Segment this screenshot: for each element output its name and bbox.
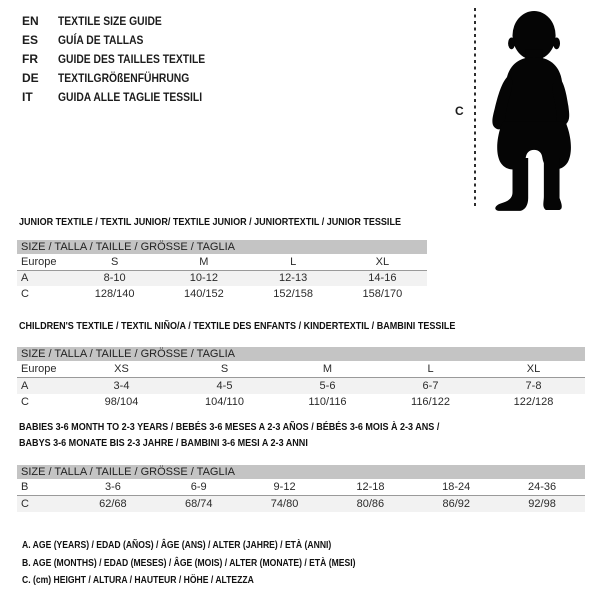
months-cell: 24-36 [527, 481, 557, 493]
lang-title: TEXTILGRÖßENFÜHRUNG [58, 71, 190, 85]
table-row-months [17, 479, 585, 496]
lang-row-fr [22, 50, 229, 69]
junior-table-title [19, 216, 463, 228]
junior-size-table [17, 240, 427, 303]
babies-table-title-line1 [19, 421, 508, 433]
size-cell: M [322, 363, 333, 375]
footnote-age-years [22, 537, 410, 555]
age-cell: 10-12 [189, 272, 218, 284]
row-label: Europe [21, 363, 57, 375]
footnote-text: C. (cm) HEIGHT / ALTURA / HAUTEUR / HÖHE / ALTEZZA [22, 575, 254, 586]
row-label: Europe [21, 256, 57, 268]
lang-row-en [22, 12, 229, 31]
size-header-bar: SIZE / TALLA / TAILLE / GRÖSSE / TAGLIA [17, 240, 427, 254]
size-cell: XL [375, 256, 390, 268]
lang-code: FR [22, 52, 38, 66]
children-size-table [17, 347, 585, 411]
lang-code: IT [22, 90, 33, 104]
babies-table-title-text2: BABYS 3-6 MONATE BIS 2-3 JAHRE / BAMBINI 3-6 MESI A 2-3 ANNI [19, 437, 308, 449]
height-cell: 68/74 [184, 498, 213, 510]
size-cell: S [110, 256, 119, 268]
height-cell: 140/152 [183, 288, 224, 300]
row-label: C [21, 396, 29, 408]
babies-table-title-text1: BABIES 3-6 MONTH TO 2-3 YEARS / BEBÉS 3-6 MESES A 2-3 AÑOS / BÉBÉS 3-6 MOIS À 2-3 ANS / [19, 421, 440, 433]
months-cell: 3-6 [104, 481, 121, 493]
footnote-height-cm [22, 572, 410, 590]
footnote-text: B. AGE (MONTHS) / EDAD (MESES) / ÂGE (MOIS) / ALTER (MONATE) / ETÀ (MESI) [22, 557, 356, 569]
height-cell: 152/158 [273, 288, 313, 300]
row-label: B [21, 481, 29, 493]
lang-title: GUÍA DE TALLAS [58, 33, 144, 47]
footnote-age-months [22, 555, 410, 573]
lang-title: GUIDE DES TAILLES TEXTILE [58, 52, 206, 66]
children-table-title [19, 320, 527, 332]
months-cell: 6-9 [190, 481, 207, 493]
age-cell: 8-10 [103, 272, 126, 284]
height-cell: 158/170 [362, 288, 403, 300]
babies-table-title-line2 [19, 437, 355, 449]
height-dashed-line [474, 8, 476, 208]
months-cell: 18-24 [442, 481, 471, 493]
size-header-bar: SIZE / TALLA / TAILLE / GRÖSSE / TAGLIA [17, 347, 585, 361]
height-measure-label: C [455, 104, 464, 118]
lang-title: TEXTILE SIZE GUIDE [58, 14, 162, 28]
height-cell: 62/68 [99, 498, 127, 510]
size-cell: S [220, 363, 229, 375]
size-header-bar: SIZE / TALLA / TAILLE / GRÖSSE / TAGLIA [17, 465, 585, 479]
months-cell: 9-12 [273, 481, 296, 493]
junior-table-title-text: JUNIOR TEXTILE / TEXTIL JUNIOR/ TEXTILE JUNIOR / JUNIORTEXTIL / JUNIOR TESSILE [19, 216, 401, 228]
lang-row-de [22, 69, 229, 88]
lang-code: ES [22, 33, 39, 47]
size-cell: L [427, 363, 434, 375]
table-row-height [17, 286, 427, 303]
language-title-list [22, 12, 229, 107]
table-row-height [17, 496, 585, 512]
height-cell: 110/116 [308, 396, 347, 408]
babies-size-table [17, 465, 585, 512]
size-cell: M [199, 256, 209, 268]
table-row-europe [17, 254, 427, 271]
height-cell: 98/104 [104, 396, 139, 408]
age-cell: 3-4 [113, 380, 130, 392]
lang-row-it [22, 88, 229, 107]
age-cell: 6-7 [422, 380, 439, 392]
height-cell: 92/98 [528, 498, 556, 510]
height-cell: 86/92 [442, 498, 470, 510]
age-cell: 4-5 [216, 380, 233, 392]
toddler-silhouette-icon [488, 6, 586, 217]
lang-row-es [22, 31, 229, 50]
age-cell: 5-6 [319, 380, 336, 392]
age-cell: 7-8 [525, 380, 542, 392]
months-cell: 12-18 [356, 481, 385, 493]
size-cell: L [290, 256, 297, 268]
table-row-europe [17, 361, 585, 378]
height-cell: 74/80 [270, 498, 299, 510]
table-row-height [17, 394, 585, 411]
lang-code: EN [22, 14, 39, 28]
lang-title: GUIDA ALLE TAGLIE TESSILI [58, 90, 203, 104]
row-label: A [21, 272, 29, 284]
height-cell: 128/140 [94, 288, 135, 300]
footnote-text: A. AGE (YEARS) / EDAD (AÑOS) / ÂGE (ANS) / ALTER (JAHRE) / ETÀ (ANNI) [22, 540, 332, 551]
height-cell: 80/86 [356, 498, 385, 510]
table-row-age [17, 271, 427, 286]
lang-code: DE [22, 71, 39, 85]
height-cell: 104/110 [205, 396, 244, 408]
age-cell: 12-13 [279, 272, 308, 284]
table-row-age [17, 378, 585, 394]
row-label: C [21, 498, 29, 510]
legend-footnotes [22, 537, 410, 590]
height-cell: 116/122 [411, 396, 450, 408]
row-label: A [21, 380, 29, 392]
size-cell: XS [114, 363, 129, 375]
children-table-title-text: CHILDREN'S TEXTILE / TEXTIL NIÑO/A / TEXTILE DES ENFANTS / KINDERTEXTIL / BAMBINI TESSILE [19, 320, 456, 332]
size-cell: XL [526, 363, 541, 375]
height-cell: 122/128 [513, 396, 554, 408]
row-label: C [21, 288, 29, 300]
age-cell: 14-16 [368, 272, 397, 284]
